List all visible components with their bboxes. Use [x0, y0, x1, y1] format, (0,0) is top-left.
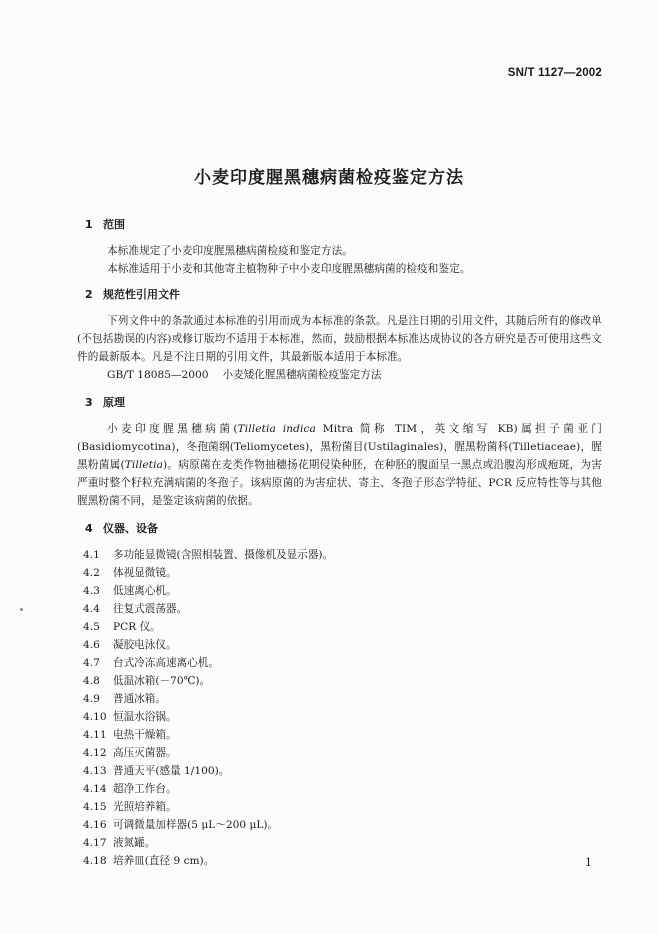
list-item: [83, 816, 602, 834]
paragraph: 下列文件中的条款通过本标准的引用而成为本标准的条款。凡是注日期的引用文件，其随后所有的修改单(不包括勘误的内容)或修订版均不适用于本标准，然而，鼓励根据本标准达成协议的各方研究是否可使用这些文件的最新版本。凡是不注日期的引用文件，其最新版本适用于本标准。: [77, 315, 602, 363]
item-number: 4.10: [83, 711, 107, 723]
section-number: 3: [85, 396, 93, 409]
item-text: PCR 仪。: [113, 621, 161, 633]
item-text: 往复式震荡器。: [113, 603, 188, 615]
section-principle: [77, 394, 602, 510]
item-number: 4.8: [83, 675, 100, 687]
paragraph: 本标准规定了小麦印度腥黑穗病菌检疫和鉴定方法。: [107, 245, 353, 257]
item-number: 4.18: [83, 855, 107, 867]
text-run: )。病原菌在麦类作物抽穗扬花期侵染种胚，在种胚的腹面呈一黑点或沿腹沟形成疱斑，为害严重时整个籽粒充满病菌的冬孢子。该病原菌的为害症状、寄主、冬孢子形态学特征、PCR 反应特性等与其他腥黑粉菌不同，是鉴定该病菌的依据。: [77, 459, 602, 507]
section-heading: [85, 394, 602, 412]
list-item: [83, 726, 602, 744]
section-normative-references: [77, 286, 602, 384]
item-text: 低温冰箱(－70℃)。: [113, 675, 211, 687]
section-number: 4: [85, 522, 93, 535]
item-text: 多功能显微镜(含照相装置、摄像机及显示器)。: [113, 549, 334, 561]
item-text: 超净工作台。: [113, 783, 177, 795]
item-number: 4.4: [83, 603, 100, 615]
item-text: 台式冷冻高速离心机。: [113, 657, 219, 669]
text-run: 小麦印度腥黑穗病菌(: [107, 423, 238, 435]
page-number: 1: [585, 856, 592, 869]
section-heading: [85, 216, 602, 234]
item-text: 可调微量加样器(5 μL～200 μL)。: [113, 819, 279, 831]
section-title: 规范性引用文件: [103, 288, 180, 301]
item-number: 4.1: [83, 549, 100, 561]
list-item: [83, 672, 602, 690]
list-item: [83, 582, 602, 600]
item-text: 电热干燥箱。: [113, 729, 177, 741]
section-title: 范围: [103, 218, 125, 231]
paragraph: [77, 420, 602, 510]
list-item: [83, 798, 602, 816]
latin-species-name: Tilletia indica: [237, 423, 316, 435]
item-number: 4.16: [83, 819, 107, 831]
section-number: 2: [85, 288, 93, 301]
equipment-list: [83, 546, 602, 870]
section-scope: [85, 216, 602, 278]
item-number: 4.14: [83, 783, 107, 795]
paragraph: 本标准适用于小麦和其他寄主植物种子中小麦印度腥黑穗病菌的检疫和鉴定。: [107, 263, 471, 275]
list-item: [83, 564, 602, 582]
item-number: 4.9: [83, 693, 100, 705]
scan-speck: [20, 608, 23, 611]
reference-title: 小麦矮化腥黑穗病菌检疫鉴定方法: [222, 369, 382, 381]
list-item: [83, 708, 602, 726]
list-item: [83, 600, 602, 618]
list-item: [83, 762, 602, 780]
list-item: [83, 618, 602, 636]
reference-entry: [85, 366, 602, 384]
item-text: 光照培养箱。: [113, 801, 177, 813]
item-number: 4.12: [83, 747, 107, 759]
item-number: 4.5: [83, 621, 100, 633]
list-item: [83, 744, 602, 762]
reference-code: GB/T 18085—2000: [107, 369, 209, 381]
section-title: 原理: [103, 396, 125, 409]
item-text: 高压灭菌器。: [113, 747, 177, 759]
list-item: [83, 654, 602, 672]
item-number: 4.13: [83, 765, 107, 777]
item-number: 4.6: [83, 639, 100, 651]
item-text: 液氮罐。: [113, 837, 156, 849]
text-run: Mitra 简称 TIM，英文缩写 KB)属担子菌亚门(Basidiomycotina)，冬孢菌纲(Teliomycetes)，黑粉菌目(Ustilaginales)，腥黑粉菌科(Tilletiaceae)，腥黑粉菌属(: [77, 423, 602, 471]
list-item: [83, 834, 602, 852]
list-item: [83, 636, 602, 654]
list-item: [83, 546, 602, 564]
item-number: 4.17: [83, 837, 107, 849]
document-body: [77, 216, 602, 870]
item-text: 低速离心机。: [113, 585, 177, 597]
list-item: [83, 780, 602, 798]
standard-code: SN/T 1127—2002: [507, 67, 602, 79]
section-equipment: [85, 520, 602, 870]
section-heading: [85, 286, 602, 304]
latin-genus-name: Tilletia: [124, 459, 163, 471]
document-title: 小麦印度腥黑穗病菌检疫鉴定方法: [194, 168, 464, 189]
list-item: [83, 852, 602, 870]
section-number: 1: [85, 218, 93, 231]
list-item: [83, 690, 602, 708]
item-text: 普通天平(感量 1/100)。: [113, 765, 230, 777]
item-number: 4.11: [83, 729, 107, 741]
section-title: 仪器、设备: [103, 522, 158, 535]
section-heading: [85, 520, 602, 538]
item-number: 4.2: [83, 567, 100, 579]
item-text: 凝胶电泳仪。: [113, 639, 177, 651]
item-number: 4.7: [83, 657, 100, 669]
item-text: 培养皿(直径 9 cm)。: [113, 855, 215, 867]
item-text: 体视显微镜。: [113, 567, 177, 579]
item-text: 恒温水浴锅。: [113, 711, 177, 723]
item-text: 普通冰箱。: [113, 693, 166, 705]
item-number: 4.15: [83, 801, 107, 813]
item-number: 4.3: [83, 585, 100, 597]
